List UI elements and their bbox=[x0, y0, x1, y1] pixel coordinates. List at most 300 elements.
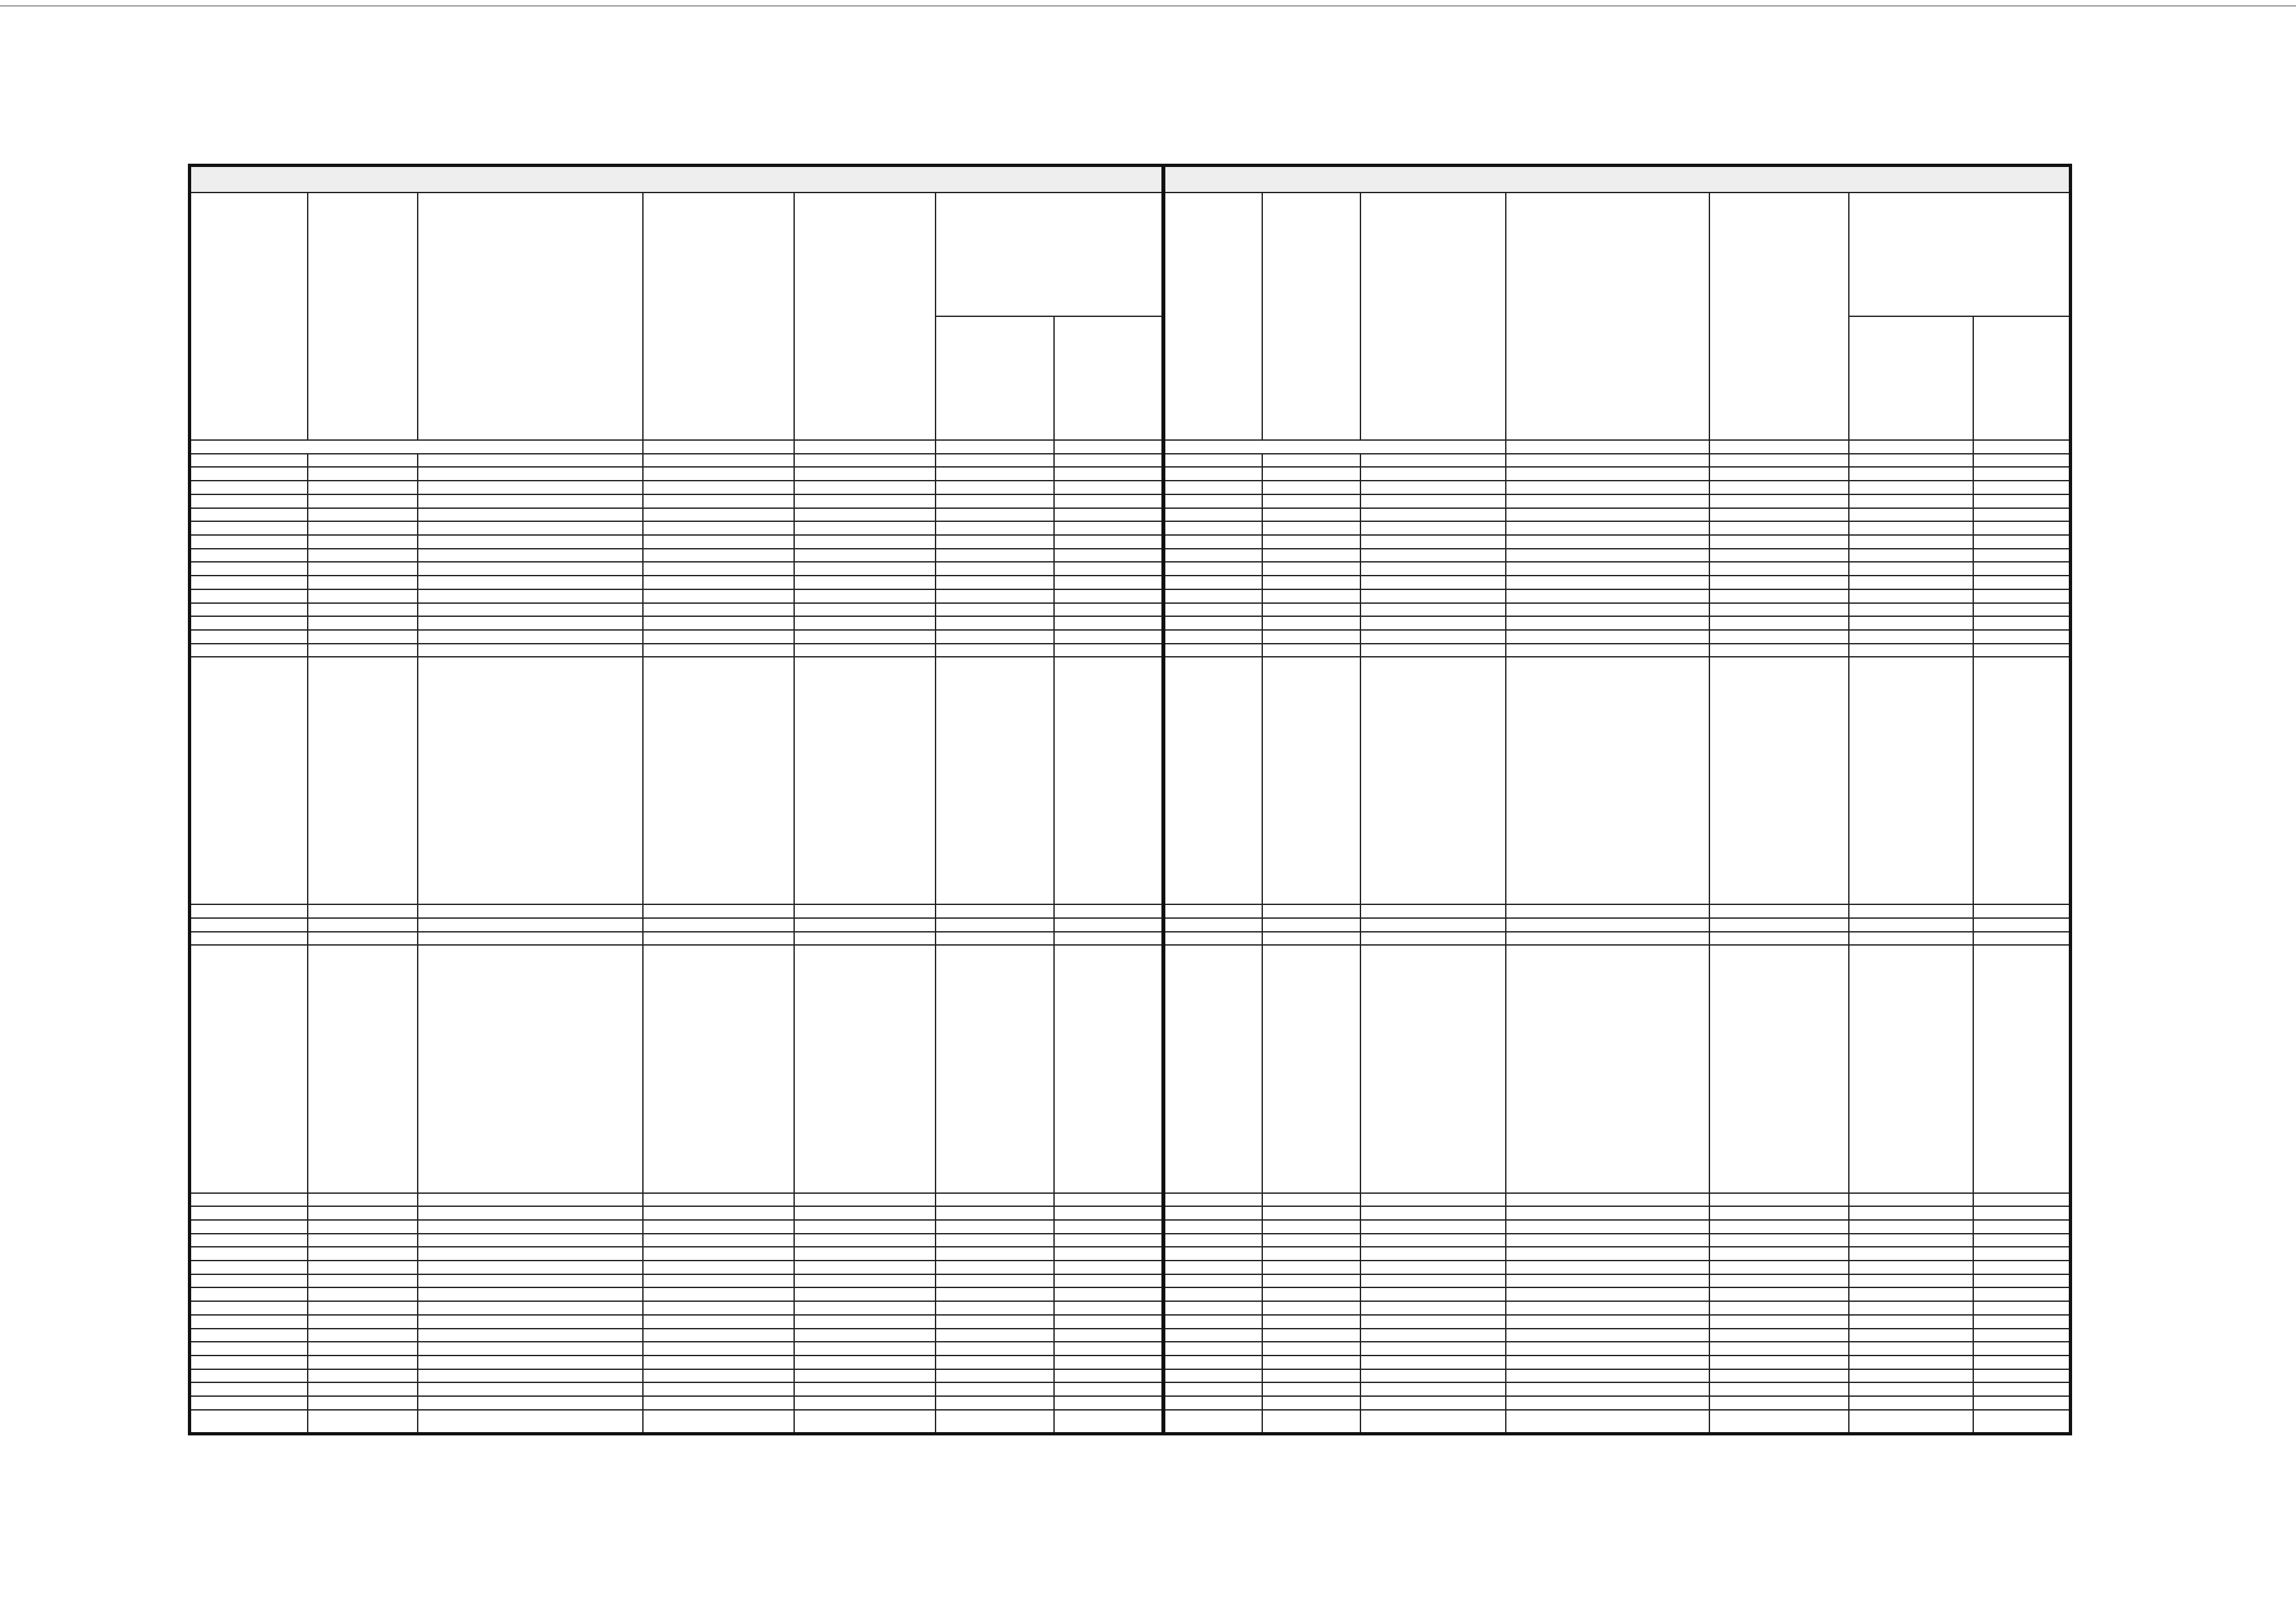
income-gwan-cell bbox=[190, 1193, 308, 1207]
expense-diff-amount bbox=[1849, 1247, 1974, 1261]
col-expense-amount bbox=[1849, 316, 1974, 440]
income-mok-cell bbox=[418, 603, 643, 617]
expense-curr-amount bbox=[1709, 521, 1849, 535]
expense-diff-amount bbox=[1849, 1369, 1974, 1383]
expense-diff-ratio bbox=[1973, 1382, 2070, 1396]
income-diff-amount bbox=[936, 562, 1054, 576]
expense-mok-cell bbox=[1360, 481, 1506, 494]
income-gwan-cell bbox=[190, 549, 308, 563]
income-mok-cell bbox=[418, 508, 643, 522]
expense-diff-amount bbox=[1849, 630, 1974, 644]
expense-mok-cell bbox=[1360, 454, 1506, 468]
income-prev-amount bbox=[643, 1342, 794, 1356]
income-curr-amount bbox=[794, 918, 936, 932]
income-gwan-cell bbox=[190, 1301, 308, 1315]
income-diff-ratio bbox=[1054, 1356, 1163, 1369]
expense-hang-cell bbox=[1262, 1234, 1360, 1247]
table-row bbox=[190, 1329, 2071, 1342]
table-row bbox=[190, 630, 2071, 644]
expense-mok-cell bbox=[1360, 644, 1506, 657]
expense-hang-cell bbox=[1262, 644, 1360, 657]
income-gwan-cell bbox=[190, 481, 308, 494]
income-diff-amount bbox=[936, 1301, 1054, 1315]
expense-hang-cell bbox=[1262, 1193, 1360, 1207]
expense-curr-amount bbox=[1709, 535, 1849, 549]
income-diff-amount bbox=[936, 1220, 1054, 1234]
expense-curr-amount bbox=[1709, 1220, 1849, 1234]
expense-curr-amount bbox=[1709, 644, 1849, 657]
expense-mok-cell bbox=[1360, 1396, 1506, 1410]
expense-prev-amount bbox=[1506, 945, 1709, 1192]
table-row bbox=[190, 1287, 2071, 1301]
expense-diff-amount bbox=[1849, 481, 1974, 494]
expense-diff-amount bbox=[1849, 576, 1974, 589]
table-row bbox=[190, 1315, 2071, 1329]
col-income-hang bbox=[308, 193, 417, 440]
income-prev-amount bbox=[643, 576, 794, 589]
expense-mok-cell bbox=[1360, 1356, 1506, 1369]
income-curr-amount bbox=[794, 1287, 936, 1301]
income-mok-cell bbox=[418, 535, 643, 549]
income-diff-amount bbox=[936, 657, 1054, 904]
expense-curr-amount bbox=[1709, 1274, 1849, 1288]
income-curr-amount bbox=[794, 521, 936, 535]
income-diff-amount bbox=[936, 1369, 1054, 1383]
expense-hang-cell bbox=[1262, 1206, 1360, 1220]
income-diff-ratio bbox=[1054, 1287, 1163, 1301]
expense-diff-ratio bbox=[1973, 1193, 2070, 1207]
table-row bbox=[190, 1356, 2071, 1369]
income-mok-cell bbox=[418, 904, 643, 918]
expense-prev-amount bbox=[1506, 657, 1709, 904]
income-diff-ratio bbox=[1054, 904, 1163, 918]
expense-mok-cell bbox=[1360, 1410, 1506, 1434]
income-prev-amount bbox=[643, 1410, 794, 1434]
expense-diff-amount bbox=[1849, 1329, 1974, 1342]
income-diff-ratio bbox=[1054, 454, 1163, 468]
expense-mok-cell bbox=[1360, 467, 1506, 481]
income-curr-amount bbox=[794, 1261, 936, 1274]
expense-prev-amount bbox=[1506, 1261, 1709, 1274]
income-diff-ratio bbox=[1054, 1382, 1163, 1396]
expense-gwan-cell bbox=[1163, 481, 1262, 494]
income-curr-amount bbox=[794, 1369, 936, 1383]
income-diff-ratio bbox=[1054, 1261, 1163, 1274]
income-prev-amount bbox=[643, 494, 794, 508]
income-diff-ratio bbox=[1054, 657, 1163, 904]
income-diff-amount bbox=[936, 1410, 1054, 1434]
income-hang-cell bbox=[308, 932, 417, 946]
expense-prev-amount bbox=[1506, 1315, 1709, 1329]
expense-diff-ratio bbox=[1973, 1287, 2070, 1301]
expense-hang-cell bbox=[1262, 630, 1360, 644]
income-curr-amount bbox=[794, 1206, 936, 1220]
expense-mok-cell bbox=[1360, 630, 1506, 644]
expense-curr-amount bbox=[1709, 1315, 1849, 1329]
expense-diff-ratio bbox=[1973, 1247, 2070, 1261]
expense-gwan-cell bbox=[1163, 657, 1262, 904]
income-mok-cell bbox=[418, 1369, 643, 1383]
expense-prev-amount bbox=[1506, 562, 1709, 576]
income-diff-ratio bbox=[1054, 521, 1163, 535]
expense-curr-amount bbox=[1709, 576, 1849, 589]
expense-mok-cell bbox=[1360, 657, 1506, 904]
income-diff-ratio bbox=[1054, 549, 1163, 563]
expense-mok-cell bbox=[1360, 1193, 1506, 1207]
income-diff-amount bbox=[936, 1206, 1054, 1220]
expense-mok-cell bbox=[1360, 1220, 1506, 1234]
expense-diff-ratio bbox=[1973, 1410, 2070, 1434]
income-diff-ratio bbox=[1054, 603, 1163, 617]
income-mok-cell bbox=[418, 521, 643, 535]
income-prev-amount bbox=[643, 508, 794, 522]
expense-curr-amount bbox=[1709, 657, 1849, 904]
income-diff-amount bbox=[936, 644, 1054, 657]
expense-diff-ratio bbox=[1973, 576, 2070, 589]
expense-curr-amount bbox=[1709, 904, 1849, 918]
income-prev-amount bbox=[643, 1396, 794, 1410]
income-diff-amount bbox=[936, 1261, 1054, 1274]
expense-diff-amount bbox=[1849, 945, 1974, 1192]
income-diff-amount bbox=[936, 1193, 1054, 1207]
income-hang-cell bbox=[308, 1193, 417, 1207]
income-gwan-cell bbox=[190, 904, 308, 918]
income-diff-amount bbox=[936, 521, 1054, 535]
budget-summary-table bbox=[188, 164, 2072, 1435]
income-hang-cell bbox=[308, 1287, 417, 1301]
expense-diff-amount bbox=[1849, 1342, 1974, 1356]
expense-gwan-cell bbox=[1163, 1315, 1262, 1329]
income-gwan-cell bbox=[190, 1220, 308, 1234]
expense-mok-cell bbox=[1360, 1315, 1506, 1329]
table-row bbox=[190, 494, 2071, 508]
expense-hang-cell bbox=[1262, 521, 1360, 535]
expense-hang-cell bbox=[1262, 1410, 1360, 1434]
table-row bbox=[190, 454, 2071, 468]
table-row bbox=[190, 1301, 2071, 1315]
expense-curr-amount bbox=[1709, 589, 1849, 603]
table-row bbox=[190, 644, 2071, 657]
income-diff-amount bbox=[936, 1382, 1054, 1396]
expense-prev-amount bbox=[1506, 918, 1709, 932]
table-row bbox=[190, 589, 2071, 603]
income-diff-ratio bbox=[1054, 1369, 1163, 1383]
expense-diff-ratio bbox=[1973, 1342, 2070, 1356]
table-row bbox=[190, 1410, 2071, 1434]
col-income-curr bbox=[794, 193, 936, 440]
expense-total-label bbox=[1163, 440, 1506, 454]
expense-diff-amount bbox=[1849, 1382, 1974, 1396]
expense-hang-cell bbox=[1262, 1369, 1360, 1383]
expense-mok-cell bbox=[1360, 1247, 1506, 1261]
income-hang-cell bbox=[308, 616, 417, 630]
expense-diff-ratio bbox=[1973, 932, 2070, 946]
income-curr-amount bbox=[794, 616, 936, 630]
expense-gwan-cell bbox=[1163, 1247, 1262, 1261]
expense-mok-cell bbox=[1360, 549, 1506, 563]
col-expense-mok bbox=[1360, 193, 1506, 440]
expense-diff-ratio bbox=[1973, 657, 2070, 904]
expense-prev-amount bbox=[1506, 521, 1709, 535]
income-prev-amount bbox=[643, 1220, 794, 1234]
expense-curr-amount bbox=[1709, 616, 1849, 630]
income-mok-cell bbox=[418, 644, 643, 657]
col-income-amount bbox=[936, 316, 1054, 440]
expense-gwan-cell bbox=[1163, 1369, 1262, 1383]
income-gwan-cell bbox=[190, 657, 308, 904]
income-diff-amount bbox=[936, 1315, 1054, 1329]
expense-diff-amount bbox=[1849, 440, 1974, 454]
income-diff-ratio bbox=[1054, 945, 1163, 1192]
income-hang-cell bbox=[308, 1369, 417, 1383]
income-curr-amount bbox=[794, 1274, 936, 1288]
income-curr-amount bbox=[794, 467, 936, 481]
income-diff-ratio bbox=[1054, 616, 1163, 630]
expense-diff-ratio bbox=[1973, 1234, 2070, 1247]
col-expense-gwan bbox=[1163, 193, 1262, 440]
income-hang-cell bbox=[308, 1234, 417, 1247]
income-gwan-cell bbox=[190, 945, 308, 1192]
income-prev-amount bbox=[643, 918, 794, 932]
expense-mok-cell bbox=[1360, 1206, 1506, 1220]
income-gwan-cell bbox=[190, 521, 308, 535]
expense-prev-amount bbox=[1506, 508, 1709, 522]
income-diff-amount bbox=[936, 454, 1054, 468]
income-hang-cell bbox=[308, 1220, 417, 1234]
expense-gwan-cell bbox=[1163, 1261, 1262, 1274]
income-mok-cell bbox=[418, 1287, 643, 1301]
income-curr-amount bbox=[794, 603, 936, 617]
expense-gwan-cell bbox=[1163, 1234, 1262, 1247]
table-row bbox=[190, 508, 2071, 522]
expense-hang-cell bbox=[1262, 603, 1360, 617]
income-hang-cell bbox=[308, 562, 417, 576]
income-gwan-cell bbox=[190, 644, 308, 657]
expense-hang-cell bbox=[1262, 932, 1360, 946]
table-row bbox=[190, 1342, 2071, 1356]
expense-diff-ratio bbox=[1973, 603, 2070, 617]
expense-prev-amount bbox=[1506, 630, 1709, 644]
income-curr-amount bbox=[794, 1382, 936, 1396]
expense-gwan-cell bbox=[1163, 1301, 1262, 1315]
expense-diff-ratio bbox=[1973, 521, 2070, 535]
income-curr-amount bbox=[794, 1410, 936, 1434]
expense-hang-cell bbox=[1262, 1274, 1360, 1288]
income-mok-cell bbox=[418, 576, 643, 589]
expense-mok-cell bbox=[1360, 1369, 1506, 1383]
income-curr-amount bbox=[794, 535, 936, 549]
expense-mok-cell bbox=[1360, 576, 1506, 589]
table-row bbox=[190, 521, 2071, 535]
table-row bbox=[190, 1396, 2071, 1410]
expense-hang-cell bbox=[1262, 549, 1360, 563]
expense-diff-ratio bbox=[1973, 481, 2070, 494]
income-curr-amount bbox=[794, 644, 936, 657]
expense-prev-amount bbox=[1506, 1247, 1709, 1261]
expense-diff-ratio bbox=[1973, 1315, 2070, 1329]
expense-gwan-cell bbox=[1163, 616, 1262, 630]
income-diff-ratio bbox=[1054, 1315, 1163, 1329]
expense-diff-amount bbox=[1849, 535, 1974, 549]
income-prev-amount bbox=[643, 1382, 794, 1396]
income-diff-ratio bbox=[1054, 481, 1163, 494]
income-hang-cell bbox=[308, 589, 417, 603]
income-diff-amount bbox=[936, 918, 1054, 932]
income-curr-amount bbox=[794, 508, 936, 522]
income-hang-cell bbox=[308, 1274, 417, 1288]
expense-curr-amount bbox=[1709, 1396, 1849, 1410]
expense-prev-amount bbox=[1506, 589, 1709, 603]
income-curr-amount bbox=[794, 1220, 936, 1234]
expense-hang-cell bbox=[1262, 904, 1360, 918]
expense-prev-amount bbox=[1506, 1220, 1709, 1234]
expense-diff-ratio bbox=[1973, 1329, 2070, 1342]
expense-mok-cell bbox=[1360, 521, 1506, 535]
expense-diff-ratio bbox=[1973, 630, 2070, 644]
expense-curr-amount bbox=[1709, 1410, 1849, 1434]
expense-diff-amount bbox=[1849, 1315, 1974, 1329]
income-diff-ratio bbox=[1054, 1410, 1163, 1434]
expense-mok-cell bbox=[1360, 1382, 1506, 1396]
income-prev-amount bbox=[643, 1301, 794, 1315]
table-row bbox=[190, 576, 2071, 589]
expense-curr-amount bbox=[1709, 1356, 1849, 1369]
income-mok-cell bbox=[418, 494, 643, 508]
total-row bbox=[190, 440, 2071, 454]
income-gwan-cell bbox=[190, 1247, 308, 1261]
expense-mok-cell bbox=[1360, 1342, 1506, 1356]
income-mok-cell bbox=[418, 1342, 643, 1356]
column-header-row bbox=[190, 193, 2071, 316]
expense-prev-amount bbox=[1506, 1329, 1709, 1342]
expense-gwan-cell bbox=[1163, 454, 1262, 468]
income-mok-cell bbox=[418, 454, 643, 468]
income-prev-amount bbox=[643, 1247, 794, 1261]
table-row bbox=[190, 616, 2071, 630]
expense-prev-amount bbox=[1506, 481, 1709, 494]
income-hang-cell bbox=[308, 467, 417, 481]
income-mok-cell bbox=[418, 1382, 643, 1396]
income-diff-ratio bbox=[1054, 535, 1163, 549]
expense-diff-ratio bbox=[1973, 467, 2070, 481]
col-expense-curr bbox=[1709, 193, 1849, 440]
income-hang-cell bbox=[308, 644, 417, 657]
expense-diff-ratio bbox=[1973, 1356, 2070, 1369]
expense-diff-amount bbox=[1849, 657, 1974, 904]
income-diff-amount bbox=[936, 508, 1054, 522]
income-diff-amount bbox=[936, 932, 1054, 946]
expense-diff-amount bbox=[1849, 1193, 1974, 1207]
income-mok-cell bbox=[418, 1193, 643, 1207]
income-curr-amount bbox=[794, 1329, 936, 1342]
expense-gwan-cell bbox=[1163, 1410, 1262, 1434]
col-income-mok bbox=[418, 193, 643, 440]
income-hang-cell bbox=[308, 1315, 417, 1329]
expense-diff-ratio bbox=[1973, 1301, 2070, 1315]
table-row bbox=[190, 1220, 2071, 1234]
income-curr-amount bbox=[794, 1315, 936, 1329]
income-diff-amount bbox=[936, 494, 1054, 508]
table-row bbox=[190, 1274, 2071, 1288]
income-hang-cell bbox=[308, 1301, 417, 1315]
income-hang-cell bbox=[308, 1410, 417, 1434]
expense-diff-amount bbox=[1849, 562, 1974, 576]
income-gwan-cell bbox=[190, 1329, 308, 1342]
expense-diff-ratio bbox=[1973, 1369, 2070, 1383]
income-curr-amount bbox=[794, 630, 936, 644]
income-diff-amount bbox=[936, 1274, 1054, 1288]
income-prev-amount bbox=[643, 904, 794, 918]
income-hang-cell bbox=[308, 1261, 417, 1274]
expense-curr-amount bbox=[1709, 562, 1849, 576]
income-diff-amount bbox=[936, 1234, 1054, 1247]
income-curr-amount bbox=[794, 1301, 936, 1315]
expense-curr-amount bbox=[1709, 1193, 1849, 1207]
expense-mok-cell bbox=[1360, 904, 1506, 918]
income-gwan-cell bbox=[190, 494, 308, 508]
expense-prev-amount bbox=[1506, 467, 1709, 481]
expense-diff-amount bbox=[1849, 494, 1974, 508]
income-hang-cell bbox=[308, 1382, 417, 1396]
income-curr-amount bbox=[794, 549, 936, 563]
table-row bbox=[190, 467, 2071, 481]
income-diff-ratio bbox=[1054, 918, 1163, 932]
expense-gwan-cell bbox=[1163, 644, 1262, 657]
income-hang-cell bbox=[308, 603, 417, 617]
expense-gwan-cell bbox=[1163, 1396, 1262, 1410]
income-diff-ratio bbox=[1054, 576, 1163, 589]
income-prev-amount bbox=[643, 630, 794, 644]
income-gwan-cell bbox=[190, 589, 308, 603]
income-prev-amount bbox=[643, 535, 794, 549]
expense-diff-ratio bbox=[1973, 549, 2070, 563]
expense-hang-cell bbox=[1262, 467, 1360, 481]
expense-prev-amount bbox=[1506, 1396, 1709, 1410]
expense-prev-amount bbox=[1506, 1206, 1709, 1220]
expense-mok-cell bbox=[1360, 494, 1506, 508]
income-mok-cell bbox=[418, 616, 643, 630]
expense-mok-cell bbox=[1360, 945, 1506, 1192]
expense-gwan-cell bbox=[1163, 589, 1262, 603]
expense-diff-ratio bbox=[1973, 589, 2070, 603]
income-diff-amount bbox=[936, 616, 1054, 630]
income-gwan-cell bbox=[190, 1356, 308, 1369]
expense-hang-cell bbox=[1262, 1382, 1360, 1396]
expense-gwan-cell bbox=[1163, 1287, 1262, 1301]
expense-curr-amount bbox=[1709, 1261, 1849, 1274]
expense-diff-amount bbox=[1849, 1396, 1974, 1410]
income-curr-amount bbox=[794, 1356, 936, 1369]
income-prev-amount bbox=[643, 1287, 794, 1301]
expense-prev-amount bbox=[1506, 644, 1709, 657]
income-gwan-cell bbox=[190, 616, 308, 630]
expense-diff-amount bbox=[1849, 1206, 1974, 1220]
expense-gwan-cell bbox=[1163, 535, 1262, 549]
table-row bbox=[190, 1261, 2071, 1274]
table-row bbox=[190, 1193, 2071, 1207]
income-diff-ratio bbox=[1054, 1396, 1163, 1410]
expense-mok-cell bbox=[1360, 1301, 1506, 1315]
expense-mok-cell bbox=[1360, 1234, 1506, 1247]
income-gwan-cell bbox=[190, 1206, 308, 1220]
expense-prev-amount bbox=[1506, 454, 1709, 468]
income-diff-amount bbox=[936, 1247, 1054, 1261]
expense-diff-ratio bbox=[1973, 1220, 2070, 1234]
income-diff-ratio bbox=[1054, 1247, 1163, 1261]
income-gwan-cell bbox=[190, 576, 308, 589]
table-row bbox=[190, 603, 2071, 617]
income-diff-ratio bbox=[1054, 1220, 1163, 1234]
